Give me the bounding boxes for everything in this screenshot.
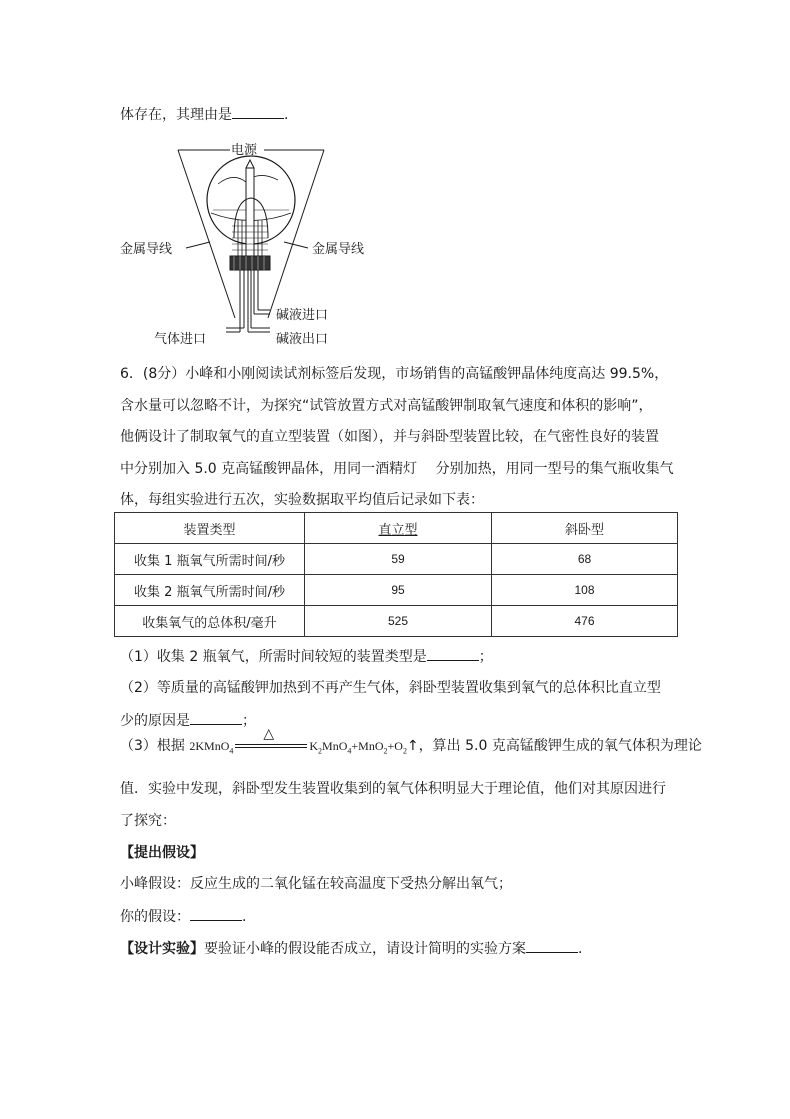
table-cell: 收集 2 瓶氧气所需时间/秒 — [115, 575, 305, 606]
xiaofeng-hypothesis: 小峰假设：反应生成的二氧化锰在较高温度下受热分解出氧气； — [120, 876, 512, 892]
q3-line-3: 了探究： — [120, 813, 176, 829]
answer-blank[interactable] — [427, 646, 479, 661]
design-line: 【设计实验】要验证小峰的假设能否成立，请设计简明的实验方案 . — [120, 938, 582, 959]
equation-reactant: 2KMnO$_4$ — [189, 739, 234, 756]
design-heading: 【设计实验】 — [120, 941, 204, 957]
heat-condition — [233, 726, 309, 756]
intro-text: 体存在，其理由是 — [120, 107, 232, 123]
table-header-row — [115, 513, 678, 544]
table-cell: 476 — [492, 606, 678, 637]
answer-blank[interactable] — [190, 906, 242, 921]
equation-products: $K_2MnO_4+MnO_2+O_2$ — [309, 739, 407, 756]
wire-right-label: 金属导线 — [312, 242, 365, 257]
intro-line: 体存在，其理由是 . — [120, 104, 288, 125]
table-cell: 59 — [305, 544, 492, 575]
answer-blank[interactable] — [526, 938, 578, 953]
question-line-1: 6．(8分）小峰和小刚阅读试剂标签后发现，市场销售的高锰酸钾晶体纯度高达 99.5%， — [120, 366, 669, 382]
question-line-3: 他俩设计了制取氧气的直立型装置（如图），并与斜卧型装置比较，在气密性良好的装置 — [120, 429, 659, 445]
q3-line-2: 值．实验中发现，斜卧型发生装置收集到的氧气体积明显大于理论值，他们对其原因进行 — [120, 781, 666, 797]
q2-line-2: 少的原因是 ； — [120, 710, 256, 731]
power-label: 电源 — [231, 143, 258, 158]
answer-blank[interactable] — [190, 710, 242, 725]
hypothesis-heading: 【提出假设】 — [120, 845, 204, 861]
question-line-5: 体，每组实验进行五次，实验数据取平均值后记录如下表： — [120, 492, 484, 508]
gas-in-label: 气体进口 — [154, 332, 207, 347]
alkali-out-label: 碱液出口 — [276, 332, 329, 347]
table-row — [115, 606, 678, 637]
header-cell: 斜卧型 — [492, 513, 678, 544]
data-table — [114, 512, 678, 637]
question-line-4: 中分别加入 5.0 克高锰酸钾晶体，用同一酒精灯 分别加热，用同一型号的集气瓶收集气 — [120, 461, 674, 477]
gas-arrow: ↑ — [406, 738, 419, 754]
table-cell: 68 — [492, 544, 678, 575]
table-row — [115, 575, 678, 606]
question-line-2: 含水量可以忽略不计，为探究“试管放置方式对高锰酸钾制取氧气速度和体积的影响”， — [120, 398, 653, 414]
your-hypothesis: 你的假设： . — [120, 906, 246, 927]
answer-blank[interactable] — [232, 104, 284, 119]
bulb — [207, 156, 295, 270]
q2-line-1: （2）等质量的高锰酸钾加热到不再产生气体，斜卧型装置收集到氧气的总体积比直立型 — [120, 680, 661, 696]
table-cell: 525 — [305, 606, 492, 637]
table-cell: 收集氧气的总体积/毫升 — [115, 606, 305, 637]
apparatus-diagram — [118, 138, 398, 348]
table-cell: 95 — [305, 575, 492, 606]
table-row — [115, 544, 678, 575]
header-cell: 装置类型 — [115, 513, 305, 544]
table-cell: 108 — [492, 575, 678, 606]
equation-line: （3）根据 2KMnO$_4$ △ $K_2MnO_4+MnO_2+O_2↑$，算出 5.0 克高锰酸钾生成的氧气体积为理论 — [120, 726, 702, 756]
header-cell: 直立型 — [305, 513, 492, 544]
table-cell: 收集 1 瓶氧气所需时间/秒 — [115, 544, 305, 575]
alkali-in-label: 碱液进口 — [276, 308, 329, 323]
q1-line: （1）收集 2 瓶氧气，所需时间较短的装置类型是 ； — [120, 646, 493, 667]
triangle-icon: △ — [263, 726, 275, 742]
wire-left-label: 金属导线 — [120, 242, 173, 257]
